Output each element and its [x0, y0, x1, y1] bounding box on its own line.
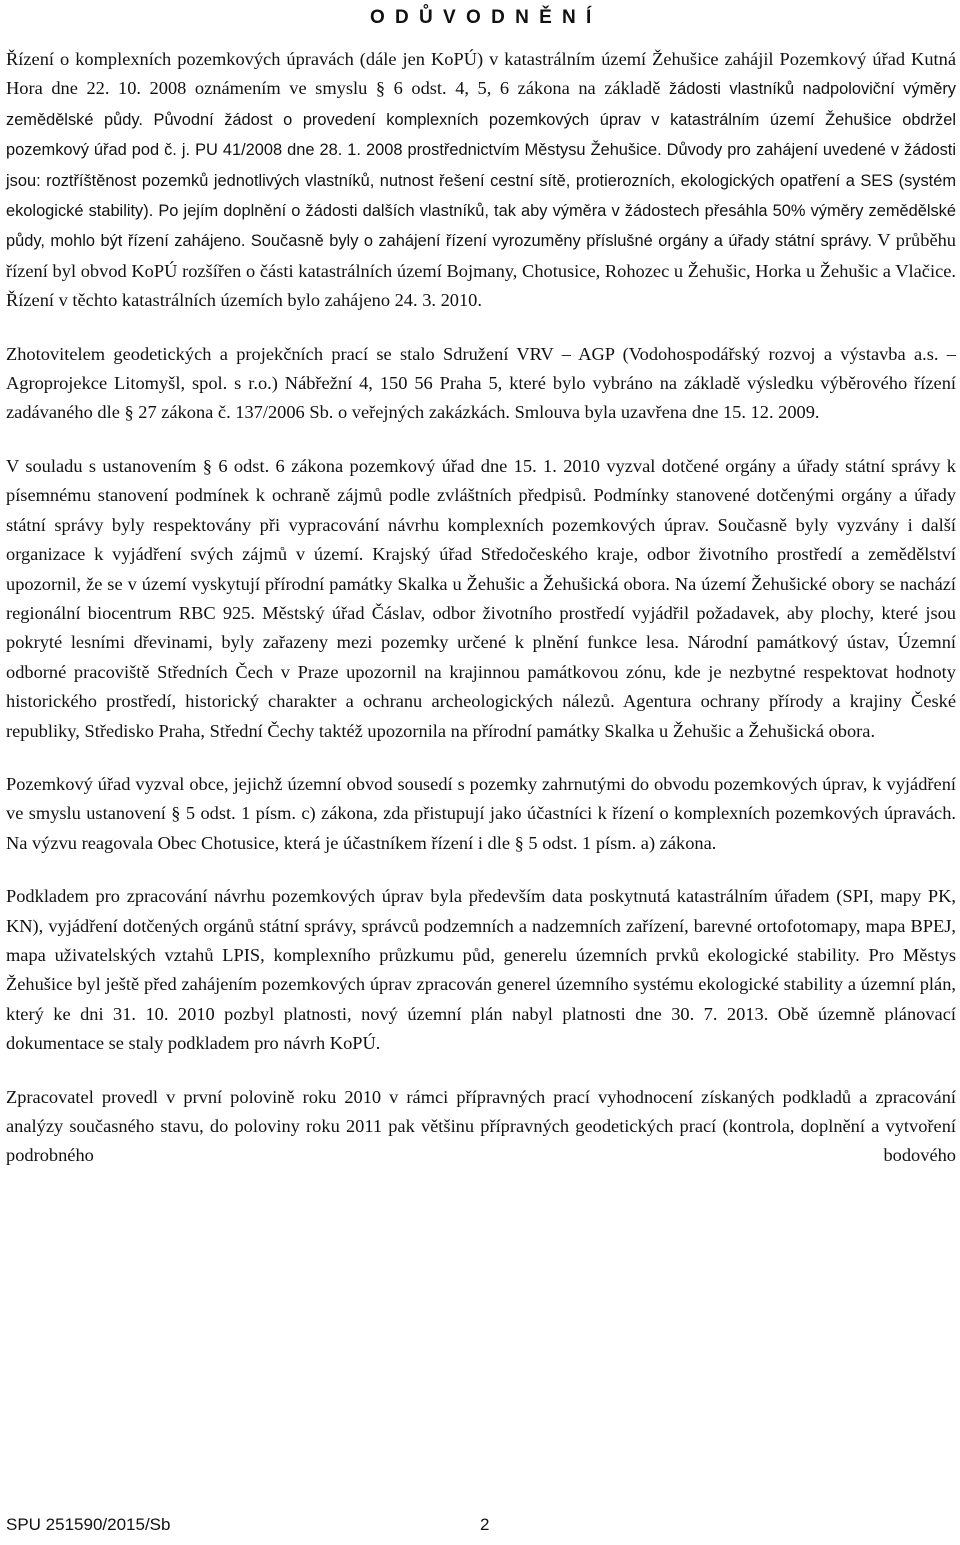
paragraph-processor	[6, 1083, 956, 1171]
paragraph-text-segment: Podkladem pro zpracování návrhu pozemkových úprav byla především data poskytnutá katastrálním úřadem (SPI, mapy PK, KN), vyjádření dotčených orgánů státní správy, správců podzemních a nadzemních zařízení, barevné ortofotomapy, mapa BPEJ, mapa uživatelských vztahů LPIS, komplexního průzkumu půd, generelu územních prvků ekologické stability. Pro Městys Žehušice byl ještě před zahájením pozemkových úprav zpracován generel územního systému ekologické stability a územní plán, který ke dni 31. 10. 2010 pozbyl platnosti, nový územní plán nabyl platnosti dne 30. 7. 2013. Obě územně plánovací dokumentace se staly podkladem pro návrh KoPÚ.	[6, 886, 956, 1054]
document-title: O D Ů V O D N Ě N Í	[370, 7, 594, 28]
paragraph-authorities	[6, 452, 956, 746]
paragraph-text-segment: Zhotovitelem geodetických a projekčních prací se stalo Sdružení VRV – AGP (Vodohospodářský rozvoj a výstavba a.s. – Agroprojekce Litomyšl, spol. s r.o.) Nábřežní 4, 150 56 Praha 5, které bylo vybráno na základě výsledku výběrového řízení zadávaného dle § 27 zákona č. 137/2006 Sb. o veřejných zakázkách. Smlouva byla uzavřena dne 15. 12. 2009.	[6, 343, 956, 423]
paragraph-source-data	[6, 882, 956, 1058]
paragraph-text-segment: Řízení o komplexních pozemkových úpravách (dále jen KoPÚ) v katastrálním území Žehušice zahájil Pozemkový úřad Kutná Hora dne 22. 10. 2008 oznámením ve smyslu § 6 odst. 4, 5, 6 zákona na základě	[6, 49, 956, 99]
paragraph-intro	[6, 45, 956, 316]
paragraph-text-segment: Zpracovatel provedl v první polovině roku 2010 v rámci přípravných prací vyhodnocení získaných podkladů a zpracování analýzy současného stavu, do poloviny roku 2011 pak většinu přípravných geodetických prací (kontrola, doplnění a vytvoření podrobného bodového	[6, 1086, 956, 1166]
document-reference-code: SPU 251590/2015/Sb	[6, 1515, 171, 1534]
paragraph-text-segment: V souladu s ustanovením § 6 odst. 6 zákona pozemkový úřad dne 15. 1. 2010 vyzval dotčené orgány a úřady státní správy k písemnému stanovení podmínek k ochraně zájmů podle zvláštních předpisů. Podmínky stanovené dotčenými orgány a úřady státní správy byly respektovány při vypracování návrhu komplexních pozemkových úprav. Současně byly vyzvány i další organizace k vyjádření svých zájmů v území. Krajský úřad Středočeského kraje, odbor životního prostředí a zemědělství upozornil, že se v území vyskytují přírodní památky Skalka u Žehušic a Žehušická obora. Na území Žehušické obory se nachází regionální biocentrum RBC 925. Městský úřad Čáslav, odbor životního prostředí vyjádřil požadavek, aby plochy, které jsou pokryté lesními dřevinami, byly zařazeny mezi pozemky určené k plnění funkce lesa. Národní památkový ústav, Územní odborné pracoviště Středních Čech v Praze upozornil na krajinnou památkovou zónu, kde je nezbytné respektovat hodnoty historického prostředí, historický charakter a ochranu archeologických nálezů. Agentura ochrany přírody a krajiny České republiky, Středisko Praha, Střední Čechy taktéž upozornila na přírodní památky Skalka u Žehušic a Žehušická obora.	[6, 455, 956, 741]
document-page	[6, 8, 956, 1171]
paragraph-text-segment: žádosti vlastníků nadpoloviční výměry zemědělské půdy. Původní žádost o provedení komplexních pozemkových úprav v katastrálním území Žehušice obdržel pozemkový úřad pod č. j. PU 41/2008 dne 28. 1. 2008 prostřednictvím Městysu Žehušice. Důvody pro zahájení uvedené v žádosti jsou: roztříštěnost pozemků jednotlivých vlastníků, nutnost řešení cestní sítě, protierozních, ekologických opatření a SES (systém ekologické stability). Po jejím doplnění o žádosti dalších vlastníků, tak aby výměra v žádostech přesáhla 50% výměry zemědělské půdy, mohlo být řízení zahájeno. Současně byly o zahájení řízení vyrozuměny příslušné orgány a úřady státní správy.	[6, 80, 956, 251]
page-number: 2	[480, 1515, 490, 1534]
paragraph-municipalities	[6, 770, 956, 858]
paragraph-contractor	[6, 340, 956, 428]
paragraph-text-segment: V průběhu řízení byl obvod KoPÚ rozšířen o části katastrálních území Bojmany, Chotusice, Rohozec u Žehušic, Horka u Žehušic a Vlačice. Řízení v těchto katastrálních územích bylo zahájeno 24. 3. 2010.	[6, 230, 957, 311]
paragraph-text-segment: Pozemkový úřad vyzval obce, jejichž územní obvod sousedí s pozemky zahrnutými do obvodu pozemkových úprav, k vyjádření ve smyslu ustanovení § 5 odst. 1 písm. c) zákona, zda přistupují jako účastníci k řízení o komplexních pozemkových úpravách. Na výzvu reagovala Obec Chotusice, která je účastníkem řízení i dle § 5 odst. 1 písm. a) zákona.	[6, 773, 956, 853]
